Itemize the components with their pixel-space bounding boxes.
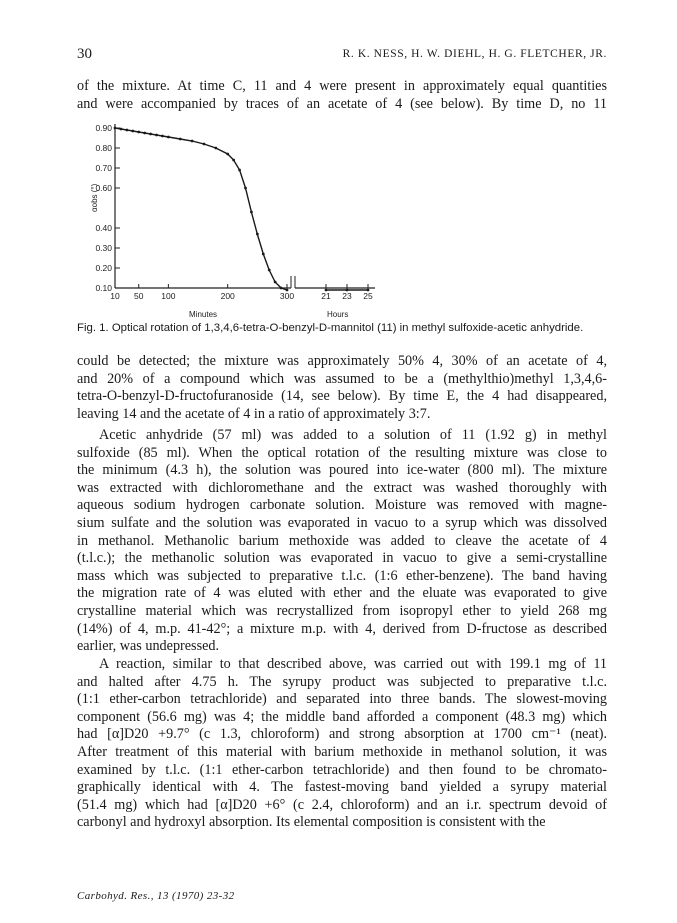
text-line: aqueous sodium hydrogen carbonate solution. Moisture was removed with magne- (77, 497, 607, 514)
data-point (280, 287, 283, 290)
x-tick-label: 10 (110, 291, 120, 301)
y-tick-label: 0.30 (95, 243, 112, 253)
text-line: carbonyl and hydroxyl absorption. Its elemental composition is consistent with the (77, 814, 546, 831)
x-label-hours: Hours (327, 310, 349, 319)
paragraph-3 (77, 656, 607, 832)
data-point (226, 153, 229, 156)
text-line: tetra-O-benzyl-D-fructofuranoside (14, see below). By time E, the 4 had disappeared, (77, 388, 607, 405)
text-line: A reaction, similar to that described above, was carried out with 199.1 mg of 11 (99, 656, 607, 672)
paragraph-1 (77, 353, 607, 423)
text-line: of the mixture. At time C, 11 and 4 were present in approximately equal quantities (77, 78, 607, 94)
data-point (203, 143, 206, 146)
data-point (256, 233, 259, 236)
text-line: leaving 14 and the acetate of 4 in a ratio of approximately 3:7. (77, 405, 431, 422)
data-point (244, 187, 247, 190)
y-tick-label: 0.90 (95, 123, 112, 133)
data-point (238, 169, 241, 172)
text-line: (1:1 ether-carbon tetrachloride) and separated into three bands. The slowest-moving (77, 691, 607, 708)
text-line: could be detected; the mixture was approximately 50% 4, 30% of an acetate of 4, (77, 353, 607, 369)
data-point (191, 140, 194, 143)
data-point (131, 130, 134, 133)
data-point (149, 133, 152, 136)
text-line: earlier, was undepressed. (77, 638, 220, 655)
text-line: mass which was subjected to preparative t.l.c. (1:6 ether-benzene). The band having (77, 567, 607, 584)
x-tick-label: 21 (321, 291, 331, 301)
data-point (125, 129, 128, 132)
x-tick-label: 50 (133, 291, 144, 301)
x-tick-label: 23 (342, 291, 352, 301)
text-line: and 20% of a compound which was assumed to be a (methylthio)methyl 1,3,4,6- (77, 370, 607, 387)
text-line: had [α]D20 +9.7° (c 1.3, chloroform) and strong absorption at 1700 cm⁻¹ (neat). (77, 726, 607, 743)
text-line: (t.l.c.); the methanolic solution was evaporated in vacuo to give a semi-crystalline (77, 550, 607, 567)
y-tick-label: 0.70 (95, 163, 112, 173)
text-line: and were accompanied by traces of an acetate of 4 (see below). By time D, no 11 (77, 95, 607, 112)
text-line: sulfoxide (85 ml). When the optical rotation of the resulting mixture was close to (77, 444, 607, 461)
chart-axes (115, 124, 375, 288)
chart-series (114, 127, 370, 292)
data-point (346, 289, 349, 292)
data-point (274, 281, 277, 284)
data-point (232, 159, 235, 162)
data-point (161, 135, 164, 138)
journal-footer: Carbohyd. Res., 13 (1970) 23-32 (77, 890, 235, 902)
page-number: 30 (77, 46, 92, 62)
text-line: examined by t.l.c. (1:1 ether-carbon tetrachloride) and then found to be chromato- (77, 761, 607, 778)
data-point (114, 127, 117, 130)
optical-rotation-chart (77, 120, 607, 330)
y-tick-label: 0.40 (95, 223, 112, 233)
author-line: R. K. NESS, H. W. DIEHL, H. G. FLETCHER, JR. (342, 48, 607, 60)
x-tick-label: 25 (363, 291, 373, 301)
data-point (268, 269, 271, 272)
x-tick-label: 300 (279, 291, 295, 301)
data-point (367, 289, 370, 292)
data-point (262, 253, 265, 256)
text-line: crystalline material which was recrystallized from isopropyl ether to yield 268 mg (77, 602, 607, 619)
chart-ticks (95, 123, 373, 301)
figure-caption: Fig. 1. Optical rotation of 1,3,4,6-tetra-O-benzyl-D-mannitol (11) in methyl sulfoxide-acetic anhydride. (77, 322, 584, 334)
data-point (214, 147, 217, 150)
data-point (250, 211, 253, 214)
y-tick-label: 0.80 (95, 143, 112, 153)
running-header (77, 46, 607, 64)
text-line: the migration rate of 4 was eluted with ether and the eluate was evaporated to give (77, 585, 607, 602)
y-tick-label: 0.10 (95, 283, 112, 293)
series-line-minutes (115, 128, 287, 290)
text-line: in methanol. Methanolic barium methoxide was added to cleave the acetate of 4 (77, 532, 607, 549)
text-line: graphically identical with 4. The fastest-moving band yielded a syrupy material (77, 779, 607, 796)
text-line: Acetic anhydride (57 ml) was added to a solution of 11 (1.92 g) in methyl (99, 427, 607, 443)
text-line: (14%) of 4, m.p. 41-42°; a mixture m.p. with 4, derived from D-fructose as described (77, 620, 607, 637)
x-tick-label: 100 (161, 291, 176, 301)
data-point (325, 289, 328, 292)
text-line: component (56.6 mg) was 4; the middle band afforded a component (48.3 mg) which (77, 708, 607, 725)
text-line: was extracted with dichloromethane and the extract was washed thoroughly with (77, 479, 607, 496)
text-line: and halted after 4.75 h. The syrupy product was subjected to preparative t.l.c. (77, 673, 607, 690)
text-line: After treatment of this material with barium methoxide in methanol solution, it was (77, 743, 607, 760)
y-tick-label: 0.60 (95, 183, 112, 193)
x-label-minutes: Minutes (189, 310, 218, 319)
paragraph-2 (77, 427, 607, 656)
y-axis-title: αobs (°) (90, 183, 99, 212)
text-line: the minimum (4.3 h), the solution was poured into ice-water (800 ml). The mixture (77, 462, 607, 479)
text-line: sium sulfate and the solution was evaporated in vacuo to a syrup which was dissolved (77, 514, 607, 531)
intro-paragraph (77, 78, 607, 113)
data-point (155, 134, 158, 137)
data-point (167, 136, 170, 139)
text-line: (51.4 mg) which had [α]D20 +6° (c 2.4, chloroform) and an i.r. spectrum devoid of (77, 796, 607, 813)
data-point (137, 131, 140, 134)
data-point (120, 128, 123, 131)
data-point (143, 132, 146, 135)
data-point (179, 138, 182, 141)
data-point (286, 289, 289, 292)
y-tick-label: 0.20 (95, 263, 112, 273)
x-tick-label: 200 (220, 291, 235, 301)
